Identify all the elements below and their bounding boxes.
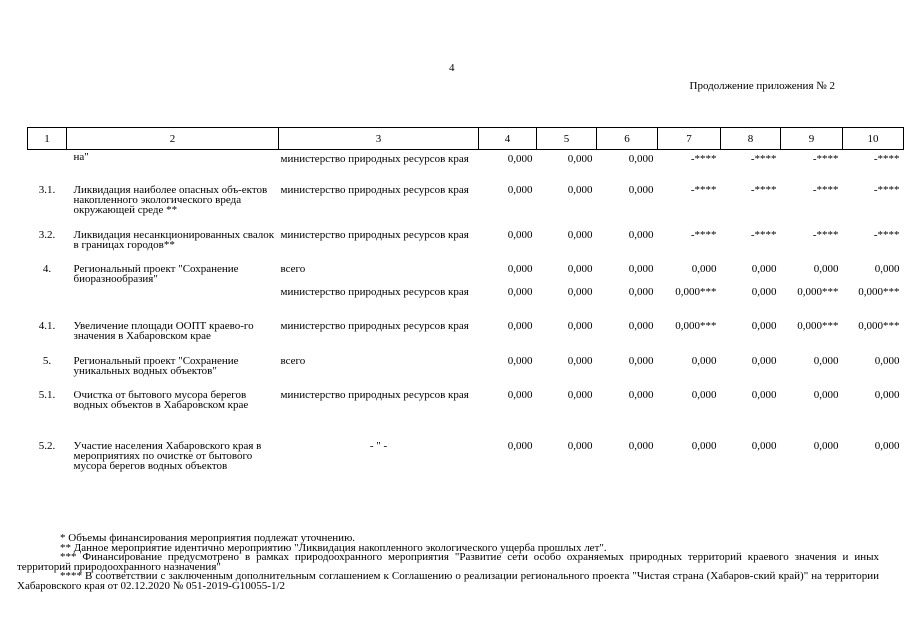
value-cell: 0,000 — [567, 354, 593, 367]
table-row — [28, 185, 904, 230]
value-cell: 0,000 — [628, 319, 654, 332]
activity-name: Ликвидация наиболее опасных объ-ектов накопленного экологического вреда окружающей среде ** — [73, 183, 268, 216]
value-cell: 0,000 — [691, 354, 717, 367]
activity-name: Региональный проект "Сохранение уникальных водных объектов" — [73, 354, 239, 377]
table-row — [28, 230, 904, 264]
header-cell: 3 — [279, 128, 479, 150]
value-cell: -**** — [690, 228, 717, 241]
footnote: **** В соответствии с заключенным дополнительным соглашением к Соглашению о реализации регионального проекта "Чистая страна (Хабаров-ский край)" на территории Хабаровского края от 02.12.2020 № 051-2019-G10055-1/2 — [17, 570, 879, 592]
executor: министерство природных ресурсов края — [280, 285, 469, 298]
executor: министерство природных ресурсов края — [280, 228, 469, 241]
value-cell: 0,000 — [567, 285, 593, 298]
header-cell: 6 — [597, 128, 658, 150]
value-cell: 0,000*** — [797, 319, 839, 332]
value-cell: 0,000 — [751, 388, 777, 401]
executor: министерство природных ресурсов края — [280, 153, 469, 165]
value-cell: 0,000 — [628, 153, 654, 165]
value-cell: 0,000*** — [858, 319, 900, 332]
activity-name: на" — [73, 151, 89, 163]
row-number: 4.1. — [38, 319, 56, 332]
row-number: 3.1. — [38, 183, 56, 196]
header-cell: 7 — [658, 128, 721, 150]
row-number: 5.2. — [38, 439, 56, 452]
value-cell: -**** — [690, 183, 717, 196]
value-cell: 0,000 — [751, 319, 777, 332]
value-cell: 0,000 — [628, 388, 654, 401]
row-number: 3.2. — [38, 228, 56, 241]
value-cell: 0,000 — [628, 183, 654, 196]
funding-table — [27, 127, 904, 487]
activity-name: Увеличение площади ООПТ краево-го значения в Хабаровском крае — [73, 319, 254, 342]
value-cell: 0,000 — [813, 262, 839, 275]
value-cell: 0,000 — [507, 285, 533, 298]
row-number — [28, 287, 67, 321]
activity-name: Ликвидация несанкционированных свалок в границах городов** — [73, 228, 275, 251]
value-cell: 0,000 — [751, 285, 777, 298]
activity-name — [67, 287, 279, 321]
value-cell: 0,000 — [813, 354, 839, 367]
value-cell: 0,000 — [813, 439, 839, 452]
executor: министерство природных ресурсов края — [280, 388, 469, 401]
activity-name: Региональный проект "Сохранение биоразнообразия" — [73, 262, 239, 285]
value-cell: -**** — [812, 183, 839, 196]
value-cell: 0,000*** — [797, 285, 839, 298]
header-cell: 4 — [479, 128, 537, 150]
executor: - " - — [369, 439, 388, 452]
value-cell: 0,000 — [628, 262, 654, 275]
value-cell: 0,000 — [567, 388, 593, 401]
table-row — [28, 441, 904, 487]
value-cell: 0,000*** — [675, 319, 717, 332]
table-row — [28, 264, 904, 287]
value-cell: 0,000 — [567, 183, 593, 196]
value-cell: 0,000 — [751, 439, 777, 452]
value-cell: 0,000 — [813, 388, 839, 401]
value-cell: 0,000 — [507, 183, 533, 196]
value-cell: 0,000 — [567, 153, 593, 165]
value-cell: -**** — [873, 228, 900, 241]
value-cell: 0,000 — [507, 153, 533, 165]
value-cell: -**** — [812, 228, 839, 241]
footnote: ** Данное мероприятие идентично мероприятию "Ликвидация накопленного экологического ущерба прошлых лет". — [60, 541, 607, 554]
footnote: * Объемы финансирования мероприятия подлежат уточнению. — [60, 532, 356, 544]
executor: министерство природных ресурсов края — [280, 319, 469, 332]
value-cell: 0,000 — [507, 228, 533, 241]
table-row — [28, 356, 904, 390]
footnote: *** Финансирование предусмотрено в рамках природоохранного мероприятия "Развитие сети особо охраняемых природных территорий краевого значения и иных территорий природоохранного назначения" — [17, 551, 879, 573]
value-cell: -**** — [873, 153, 900, 165]
value-cell: -**** — [812, 153, 839, 165]
value-cell: -**** — [750, 183, 777, 196]
value-cell: 0,000 — [691, 388, 717, 401]
value-cell: 0,000 — [567, 228, 593, 241]
table-row — [28, 321, 904, 356]
value-cell: 0,000 — [874, 354, 900, 367]
continuation-label: Продолжение приложения № 2 — [689, 80, 835, 92]
row-number: 5. — [42, 354, 52, 367]
value-cell: 0,000 — [874, 439, 900, 452]
value-cell: 0,000 — [628, 228, 654, 241]
activity-name: Очистка от бытового мусора берегов водных объектов в Хабаровском крае — [73, 388, 249, 411]
value-cell: 0,000 — [567, 262, 593, 275]
value-cell: 0,000 — [628, 354, 654, 367]
value-cell: 0,000 — [567, 439, 593, 452]
value-cell: 0,000 — [507, 262, 533, 275]
header-cell: 1 — [28, 128, 67, 150]
value-cell: -**** — [873, 183, 900, 196]
footnotes — [17, 534, 879, 591]
value-cell: -**** — [750, 228, 777, 241]
value-cell: -**** — [750, 153, 777, 165]
header-cell: 10 — [843, 128, 904, 150]
value-cell: 0,000 — [507, 388, 533, 401]
header-cell: 2 — [67, 128, 279, 150]
value-cell: 0,000 — [628, 285, 654, 298]
value-cell: 0,000*** — [858, 285, 900, 298]
value-cell: 0,000 — [507, 319, 533, 332]
value-cell: 0,000 — [691, 439, 717, 452]
value-cell: 0,000 — [691, 262, 717, 275]
value-cell: 0,000 — [507, 439, 533, 452]
executor: министерство природных ресурсов края — [280, 183, 469, 196]
header-cell: 9 — [781, 128, 843, 150]
header-cell: 5 — [537, 128, 597, 150]
value-cell: 0,000*** — [675, 285, 717, 298]
row-number — [28, 150, 67, 185]
value-cell: 0,000 — [567, 319, 593, 332]
value-cell: 0,000 — [874, 388, 900, 401]
table-row — [28, 150, 904, 185]
table-row — [28, 390, 904, 441]
page-number: 4 — [449, 62, 455, 74]
executor: всего — [280, 262, 306, 275]
activity-name: Участие населения Хабаровского края в мероприятиях по очистке от бытового мусора берегов водных объектов — [73, 439, 262, 472]
value-cell: 0,000 — [874, 262, 900, 275]
value-cell: 0,000 — [751, 354, 777, 367]
value-cell: 0,000 — [751, 262, 777, 275]
executor: всего — [280, 354, 306, 367]
value-cell: 0,000 — [628, 439, 654, 452]
table-row — [28, 287, 904, 321]
value-cell: 0,000 — [507, 354, 533, 367]
header-row — [28, 128, 904, 150]
value-cell: -**** — [690, 153, 717, 165]
row-number: 4. — [42, 262, 52, 275]
row-number: 5.1. — [38, 388, 56, 401]
header-cell: 8 — [721, 128, 781, 150]
